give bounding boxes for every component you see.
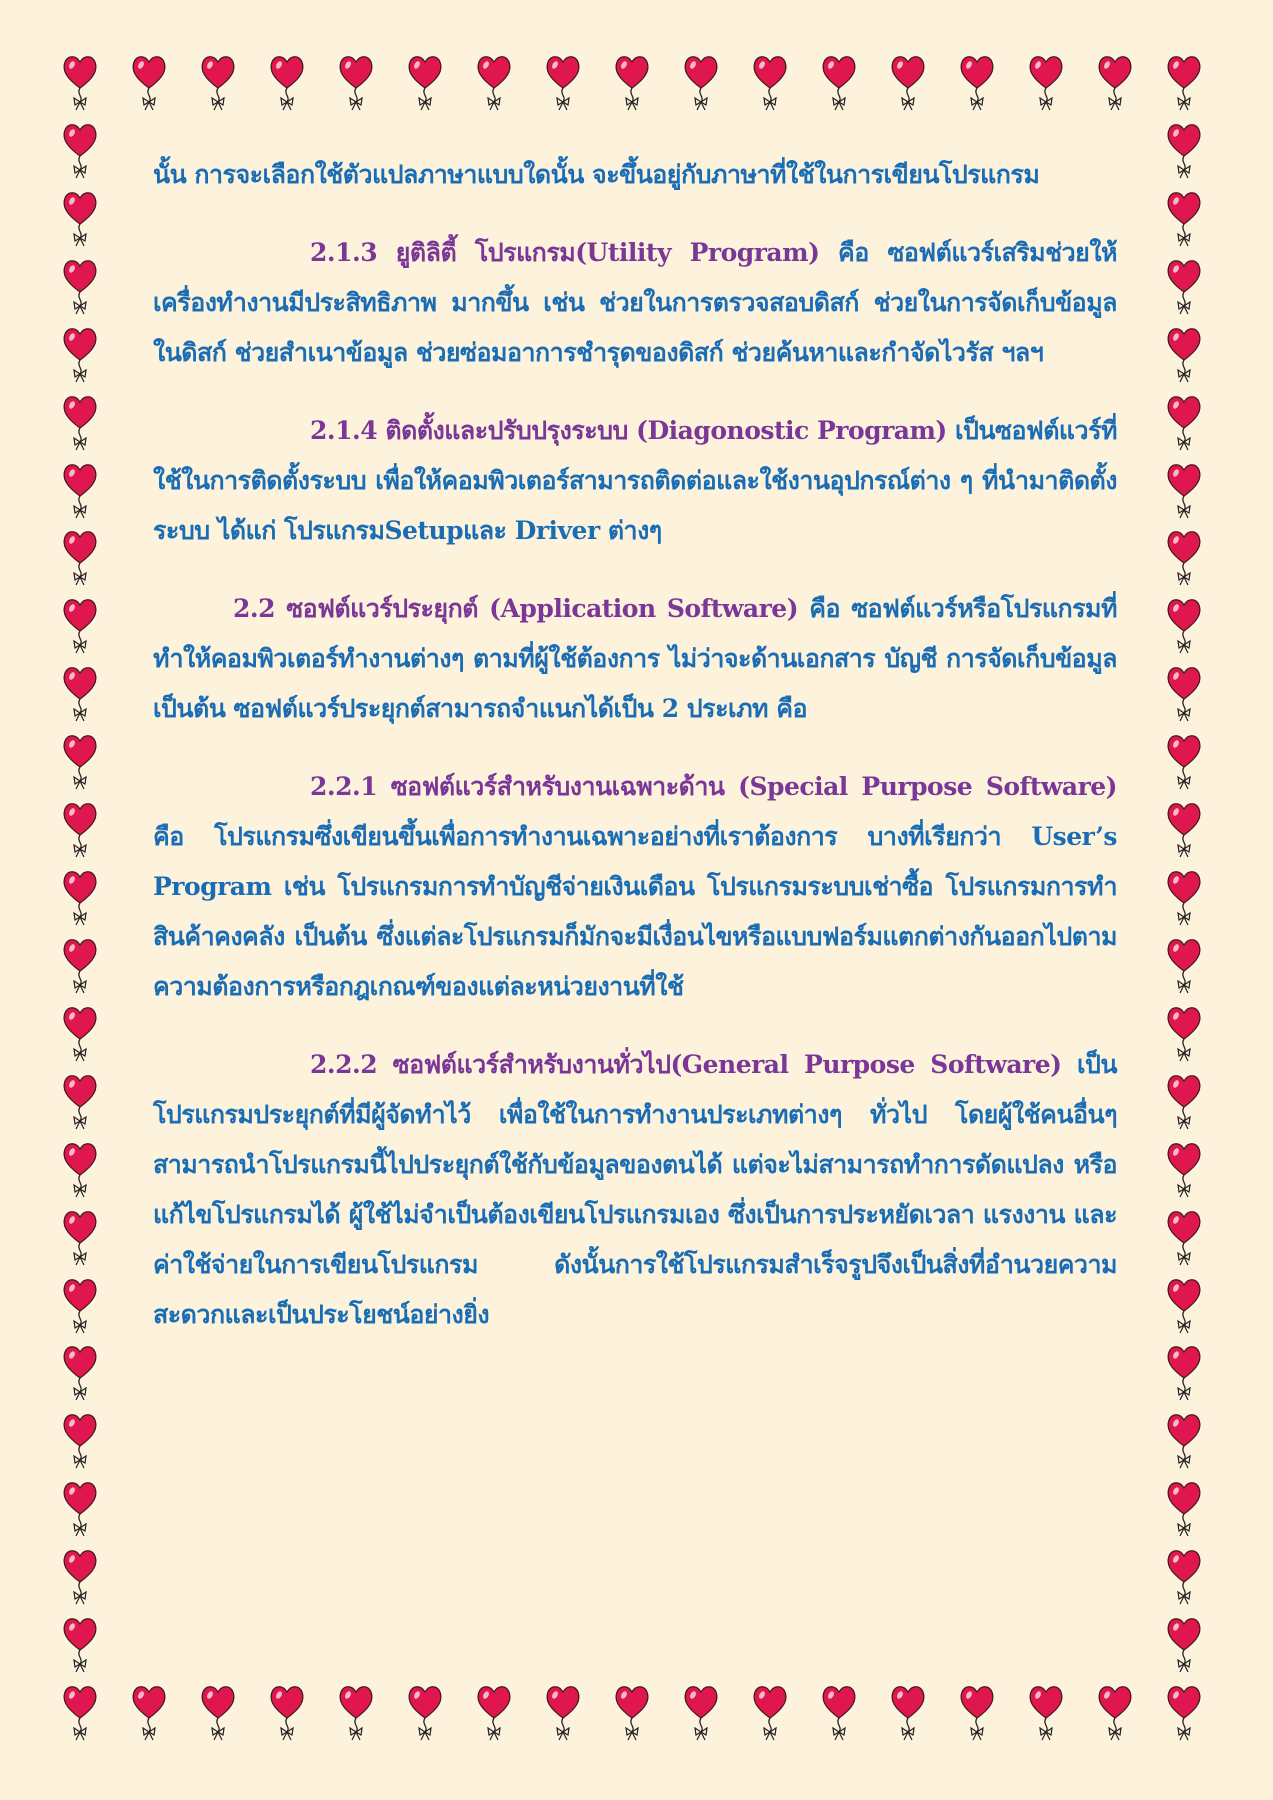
heart-balloon-icon <box>62 1614 98 1676</box>
heart-balloon-icon <box>1166 392 1202 454</box>
heart-balloon-icon <box>1166 935 1202 997</box>
heart-balloon-icon <box>131 52 167 114</box>
heart-balloon-icon <box>62 1478 98 1540</box>
heart-balloon-icon <box>476 1682 512 1744</box>
heart-balloon-icon <box>1166 1071 1202 1133</box>
paragraph-text: คือ ซอฟต์แวร์หรือโปรแกรมที่ทำให้คอมพิวเตอร์ทำงานต่างๆ ตามที่ผู้ใช้ต้องการ ไม่ว่าจะด้านเอกสาร บัญชี การจัดเก็บข้อมูล เป็นต้น ซอฟต์แวร์ประยุกต์สามารถจำแนกได้เป็น 2 ประเภท คือ <box>153 594 1117 723</box>
heart-balloon-icon <box>752 52 788 114</box>
heart-balloon-icon <box>62 1139 98 1201</box>
heart-balloon-icon <box>1166 799 1202 861</box>
heart-balloon-icon <box>476 52 512 114</box>
heart-balloon-icon <box>338 1682 374 1744</box>
heart-balloon-icon <box>62 120 98 182</box>
heart-balloon-icon <box>62 1207 98 1269</box>
heart-balloon-icon <box>62 867 98 929</box>
heart-balloon-icon <box>62 1071 98 1133</box>
document-body <box>153 150 1117 1368</box>
heart-balloon-icon <box>1166 1478 1202 1540</box>
heart-balloon-icon <box>200 52 236 114</box>
paragraph-text: คือ โปรแกรมซึ่งเขียนขึ้นเพื่อการทำงานเฉพาะอย่างที่เราต้องการ บางที่เรียกว่า User’s Program เช่น โปรแกรมการทำบัญชีจ่ายเงินเดือน โปรแกรมระบบเช่าซื้อ โปรแกรมการทำสินค้าคงคลัง เป็นต้น ซึ่งแต่ละโปรแกรมก็มักจะมีเงื่อนไขหรือแบบฟอร์มแตกต่างกันออกไปตามความต้องการหรือกฎเกณฑ์ของแต่ละหน่วยงานที่ใช้ <box>153 822 1117 1001</box>
heart-balloon-icon <box>614 1682 650 1744</box>
heart-balloon-icon <box>1097 1682 1133 1744</box>
heart-balloon-icon <box>62 935 98 997</box>
heart-balloon-icon <box>614 52 650 114</box>
heart-balloon-icon <box>1166 120 1202 182</box>
heart-balloon-icon <box>1097 52 1133 114</box>
paragraph-general-purpose <box>153 1040 1117 1340</box>
heart-balloon-icon <box>62 52 98 114</box>
heart-balloon-icon <box>62 595 98 657</box>
heart-balloon-icon <box>1166 460 1202 522</box>
section-heading: 2.2.2 ซอฟต์แวร์สำหรับงานทั่วไป(General Purpose Software) <box>310 1050 1062 1079</box>
heart-balloon-icon <box>1166 1207 1202 1269</box>
heart-balloon-icon <box>545 52 581 114</box>
paragraph-utility-program <box>153 228 1117 378</box>
heart-balloon-icon <box>1166 1342 1202 1404</box>
heart-balloon-icon <box>62 460 98 522</box>
heart-balloon-icon <box>959 1682 995 1744</box>
heart-balloon-icon <box>821 52 857 114</box>
section-heading: 2.1.4 ติดตั้งและปรับปรุงระบบ (Diagonostic Program) <box>310 416 947 445</box>
heart-balloon-icon <box>1166 527 1202 589</box>
heart-balloon-icon <box>1028 1682 1064 1744</box>
heart-balloon-icon <box>62 799 98 861</box>
paragraph-text: คือ ซอฟต์แวร์เสริมช่วยให้เครื่องทำงานมีประสิทธิภาพ มากขึ้น เช่น ช่วยในการตรวจสอบดิสก์ ช่วยในการจัดเก็บข้อมูลในดิสก์ ช่วยสำเนาข้อมูล ช่วยซ่อมอาการชำรุดของดิสก์ ช่วยค้นหาและกำจัดไวรัส ฯลฯ <box>153 238 1118 367</box>
heart-balloon-icon <box>62 1410 98 1472</box>
heart-balloon-icon <box>1166 1546 1202 1608</box>
heart-balloon-icon <box>407 1682 443 1744</box>
heart-balloon-icon <box>62 188 98 250</box>
section-heading: 2.2.1 ซอฟต์แวร์สำหรับงานเฉพาะด้าน (Special Purpose Software) <box>310 772 1117 801</box>
heart-balloon-icon <box>62 1682 98 1744</box>
heart-balloon-icon <box>62 392 98 454</box>
heart-balloon-icon <box>1166 663 1202 725</box>
heart-balloon-icon <box>1166 52 1202 114</box>
heart-balloon-icon <box>62 1003 98 1065</box>
paragraph-text: เป็นโปรแกรมประยุกต์ที่มีผู้จัดทำไว้ เพื่อใช้ในการทำงานประเภทต่างๆ ทั่วไป โดยผู้ใช้คนอื่นๆ สามารถนำโปรแกรมนี้ไปประยุกต์ใช้กับข้อมูลของตนได้ แต่จะไม่สามารถทำการดัดแปลง หรือแก้ไขโปรแกรมได้ ผู้ใช้ไม่จำเป็นต้องเขียนโปรแกรมเอง ซึ่งเป็นการประหยัดเวลา แรงงาน และค่าใช้จ่ายในการเขียนโปรแกรม ดังนั้นการใช้โปรแกรมสำเร็จรูปจึงเป็นสิ่งที่อำนวยความสะดวกและเป็นประโยชน์อย่างยิ่ง <box>153 1050 1117 1329</box>
heart-balloon-icon <box>683 52 719 114</box>
heart-balloon-icon <box>1028 52 1064 114</box>
heart-balloon-icon <box>545 1682 581 1744</box>
heart-balloon-icon <box>1166 1275 1202 1337</box>
heart-balloon-icon <box>62 324 98 386</box>
paragraph-application-software <box>153 584 1117 734</box>
paragraph-intro <box>153 150 1117 200</box>
heart-balloon-icon <box>62 1275 98 1337</box>
heart-balloon-icon <box>959 52 995 114</box>
heart-balloon-icon <box>62 1546 98 1608</box>
heart-balloon-icon <box>1166 867 1202 929</box>
heart-balloon-icon <box>1166 731 1202 793</box>
heart-balloon-icon <box>1166 595 1202 657</box>
heart-balloon-icon <box>131 1682 167 1744</box>
section-heading: 2.1.3 ยูติลิตี้ โปรแกรม(Utility Program) <box>310 238 820 267</box>
paragraph-text: นั้น การจะเลือกใช้ตัวแปลภาษาแบบใดนั้น จะขึ้นอยู่กับภาษาที่ใช้ในการเขียนโปรแกรม <box>153 160 1040 189</box>
heart-balloon-icon <box>1166 188 1202 250</box>
heart-balloon-icon <box>752 1682 788 1744</box>
heart-balloon-icon <box>269 52 305 114</box>
paragraph-special-purpose <box>153 762 1117 1012</box>
heart-balloon-icon <box>1166 1682 1202 1744</box>
paragraph-diagnostic-program <box>153 406 1117 556</box>
heart-balloon-icon <box>1166 1003 1202 1065</box>
heart-balloon-icon <box>62 731 98 793</box>
heart-balloon-icon <box>1166 1614 1202 1676</box>
heart-balloon-icon <box>1166 324 1202 386</box>
heart-balloon-icon <box>890 1682 926 1744</box>
section-heading: 2.2 ซอฟต์แวร์ประยุกต์ (Application Software) <box>233 594 799 623</box>
heart-balloon-icon <box>1166 1410 1202 1472</box>
heart-balloon-icon <box>269 1682 305 1744</box>
heart-balloon-icon <box>62 527 98 589</box>
heart-balloon-icon <box>890 52 926 114</box>
heart-balloon-icon <box>407 52 443 114</box>
heart-balloon-icon <box>200 1682 236 1744</box>
heart-balloon-icon <box>821 1682 857 1744</box>
heart-balloon-icon <box>1166 256 1202 318</box>
heart-balloon-icon <box>62 663 98 725</box>
heart-balloon-icon <box>683 1682 719 1744</box>
heart-balloon-icon <box>1166 1139 1202 1201</box>
paragraph-text: เป็นซอฟต์แวร์ที่ใช้ในการติดตั้งระบบ เพื่อให้คอมพิวเตอร์สามารถติดต่อและใช้งานอุปกรณ์ต่าง ๆ ที่นำมาติดตั้งระบบ ได้แก่ โปรแกรมSetupและ Driver ต่างๆ <box>153 416 1117 545</box>
heart-balloon-icon <box>62 1342 98 1404</box>
heart-balloon-icon <box>338 52 374 114</box>
heart-balloon-icon <box>62 256 98 318</box>
